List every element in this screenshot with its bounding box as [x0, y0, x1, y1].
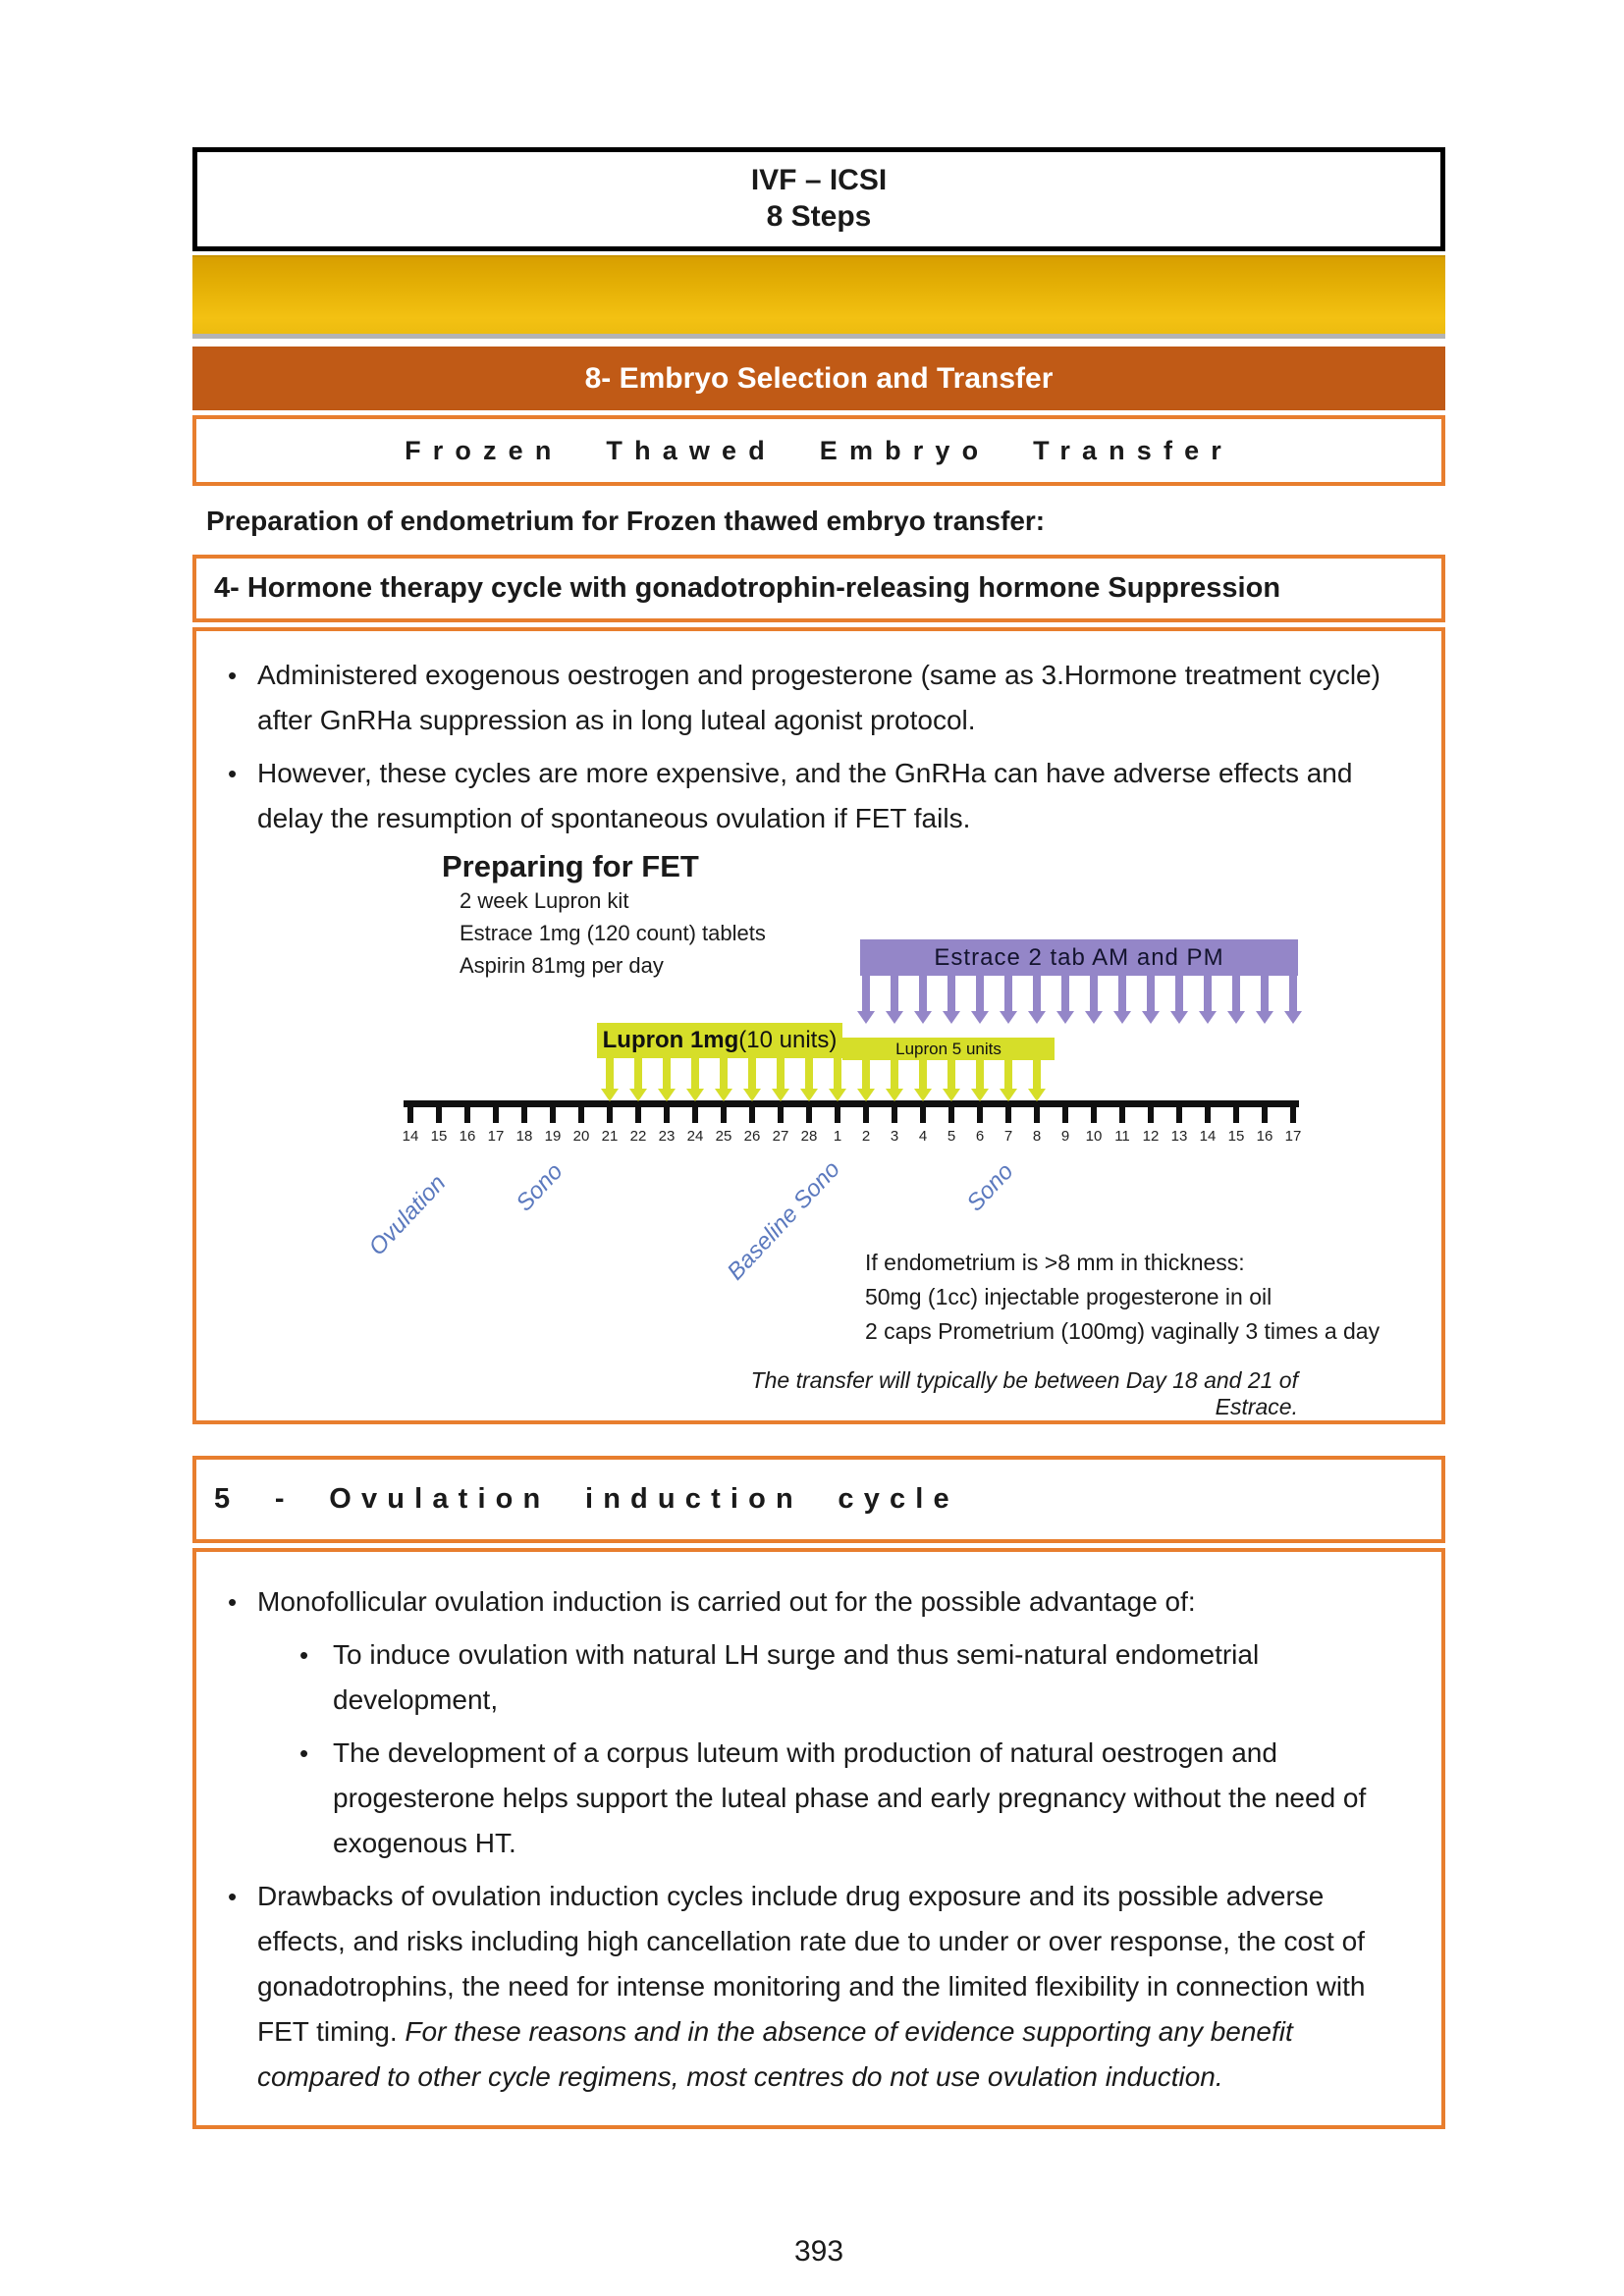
estrace-dose-arrow [1175, 976, 1183, 1011]
timeline-tick [721, 1100, 727, 1123]
lupron-dose-arrow [663, 1058, 671, 1089]
timeline-tick [1062, 1100, 1068, 1123]
timeline-day-label: 16 [1256, 1128, 1273, 1145]
timeline-tick [1205, 1100, 1211, 1123]
lupron-dose-arrow [891, 1058, 898, 1089]
bullet-item [196, 653, 1441, 743]
timeline-tick [920, 1100, 926, 1123]
lupron-dose-arrow [947, 1058, 955, 1089]
timeline-tick [664, 1100, 670, 1123]
sono-label-baseline-sono: Baseline Sono [722, 1155, 845, 1286]
section4-title-box [192, 555, 1445, 622]
timeline-tick [1290, 1100, 1296, 1123]
timeline-day-label: 8 [1032, 1128, 1042, 1145]
lupron-dose-arrow [834, 1058, 841, 1089]
timeline-day-label: 15 [430, 1128, 448, 1145]
fet-timeline-diagram [196, 849, 1441, 1419]
timeline-tick [436, 1100, 442, 1123]
sub-bullet-item [299, 1731, 1441, 1866]
timeline-day-label: 5 [947, 1128, 956, 1145]
timeline-axis [404, 1100, 1299, 1107]
sub-bullet-text: The development of a corpus luteum with production of natural oestrogen and progesterone helps support the luteal phase and early pregnancy without the need of exogenous HT. [333, 1737, 1367, 1858]
page-number: 393 [793, 2235, 844, 2268]
section4-title: 4- Hormone therapy cycle with gonadotrophin-releasing hormone Suppression [214, 572, 1281, 604]
bullet-text: Administered exogenous oestrogen and progesterone (same as 3.Hormone treatment cycle) after GnRHa suppression as in long luteal agonist protocol. [257, 660, 1380, 735]
timeline-day-label: 3 [890, 1128, 899, 1145]
lupron-dose-arrow [606, 1058, 614, 1089]
bullet-marker: • [228, 661, 238, 690]
subtitle-text: Frozen Thawed Embryo Transfer [405, 435, 1233, 465]
diagram-title: Preparing for FET [442, 849, 699, 883]
timeline-tick [578, 1100, 584, 1123]
timeline-day-label: 19 [544, 1128, 562, 1145]
sono-label-sono2: Sono [961, 1157, 1019, 1217]
bullet-item [196, 1874, 1441, 2100]
timeline-day-label: 1 [833, 1128, 842, 1145]
timeline-day-label: 6 [975, 1128, 985, 1145]
sono-label-sono1: Sono [511, 1157, 568, 1217]
bullet-marker: • [299, 1738, 309, 1768]
timeline-tick [948, 1100, 954, 1123]
timeline-day-label: 17 [487, 1128, 505, 1145]
bullet-marker: • [228, 1587, 238, 1617]
timeline-tick [635, 1100, 641, 1123]
bullet-item [196, 751, 1441, 841]
timeline-day-label: 15 [1227, 1128, 1245, 1145]
timeline-tick [692, 1100, 698, 1123]
estrace-dose-arrow [947, 976, 955, 1011]
estrace-dose-arrow [1204, 976, 1212, 1011]
endometrium-note-line: 2 caps Prometrium (100mg) vaginally 3 times a day [865, 1318, 1380, 1344]
estrace-dose-arrow [1147, 976, 1155, 1011]
timeline-tick [550, 1100, 556, 1123]
section5-title-box [192, 1456, 1445, 1543]
sub-bullet-text: To induce ovulation with natural LH surge and thus semi-natural endometrial development, [333, 1639, 1260, 1715]
timeline-day-label: 7 [1003, 1128, 1013, 1145]
estrace-dose-arrow [976, 976, 984, 1011]
timeline-tick [1005, 1100, 1011, 1123]
lupron-dose-arrow [919, 1058, 927, 1089]
timeline-tick [863, 1100, 869, 1123]
timeline-tick [1119, 1100, 1125, 1123]
timeline-day-label: 27 [772, 1128, 789, 1145]
bullet-text: Monofollicular ovulation induction is carried out for the possible advantage of: [257, 1586, 1196, 1617]
bullet-marker: • [228, 759, 238, 788]
timeline-tick [1091, 1100, 1097, 1123]
lupron-dose-arrow [805, 1058, 813, 1089]
lupron-dose-arrow [777, 1058, 785, 1089]
timeline-day-label: 23 [658, 1128, 676, 1145]
diagram-supply-line: Aspirin 81mg per day [460, 953, 664, 978]
timeline-tick [835, 1100, 840, 1123]
timeline-day-label: 9 [1060, 1128, 1070, 1145]
estrace-dose-arrow [1118, 976, 1126, 1011]
timeline-tick [977, 1100, 983, 1123]
timeline-day-label: 12 [1142, 1128, 1160, 1145]
gray-shadow-line [192, 334, 1445, 339]
timeline-day-label: 22 [629, 1128, 647, 1145]
timeline-tick [464, 1100, 470, 1123]
lupron-1mg-bar [597, 1023, 842, 1058]
subtitle-banner [192, 415, 1445, 486]
lupron-dose-arrow [862, 1058, 870, 1089]
estrace-bar: Estrace 2 tab AM and PM [860, 939, 1298, 976]
timeline-tick [1148, 1100, 1154, 1123]
timeline-tick [892, 1100, 897, 1123]
lupron-dose-arrow [1004, 1058, 1012, 1089]
drawbacks-italic: For these reasons and in the absence of evidence supporting any benefit compared to other cycle regimens, most centres do not use ovulation induction. [257, 2016, 1293, 2092]
diagram-supply-line: Estrace 1mg (120 count) tablets [460, 921, 766, 945]
timeline-day-label: 16 [459, 1128, 476, 1145]
lupron-1mg-label-bold: Lupron 1mg [602, 1027, 739, 1053]
bullet-marker: • [228, 1882, 238, 1911]
section5-title: 5 - Ovulation induction cycle [214, 1483, 959, 1515]
gold-divider-bar [192, 255, 1445, 334]
estrace-dose-arrow [1289, 976, 1297, 1011]
estrace-dose-arrow [891, 976, 898, 1011]
section5-content-box [192, 1548, 1445, 2129]
estrace-dose-arrow [1004, 976, 1012, 1011]
timeline-day-label: 24 [686, 1128, 704, 1145]
timeline-day-label: 28 [800, 1128, 818, 1145]
timeline-day-label: 2 [861, 1128, 871, 1145]
estrace-dose-arrow [862, 976, 870, 1011]
timeline-tick [1233, 1100, 1239, 1123]
timeline-day-label: 21 [601, 1128, 619, 1145]
estrace-dose-arrow [1061, 976, 1069, 1011]
lupron-dose-arrow [634, 1058, 642, 1089]
sono-label-ovulation: Ovulation [363, 1169, 452, 1261]
timeline-tick [407, 1100, 413, 1123]
sub-bullet-item [299, 1632, 1441, 1723]
timeline-day-label: 14 [1199, 1128, 1217, 1145]
endometrium-note-line: If endometrium is >8 mm in thickness: [865, 1250, 1245, 1275]
diagram-supply-line: 2 week Lupron kit [460, 888, 629, 913]
estrace-dose-arrow [1261, 976, 1269, 1011]
transfer-note: The transfer will typically be between Day 18 and 21 of Estrace. [750, 1367, 1298, 1419]
estrace-dose-arrow [1232, 976, 1240, 1011]
timeline-day-label: 20 [572, 1128, 590, 1145]
section-banner: 8- Embryo Selection and Transfer [192, 347, 1445, 410]
section4-content-box [192, 627, 1445, 1424]
timeline-day-label: 11 [1114, 1128, 1130, 1145]
timeline-tick [1034, 1100, 1040, 1123]
lupron-dose-arrow [691, 1058, 699, 1089]
timeline-day-label: 17 [1284, 1128, 1302, 1145]
timeline-tick [493, 1100, 499, 1123]
timeline-day-label: 26 [743, 1128, 761, 1145]
lupron-dose-arrow [720, 1058, 728, 1089]
estrace-dose-arrow [919, 976, 927, 1011]
timeline-day-label: 10 [1085, 1128, 1103, 1145]
timeline-tick [607, 1100, 613, 1123]
timeline-tick [1176, 1100, 1182, 1123]
endometrium-note-line: 50mg (1cc) injectable progesterone in oil [865, 1284, 1272, 1309]
bullet-marker: • [299, 1640, 309, 1670]
timeline-tick [749, 1100, 755, 1123]
timeline-day-label: 4 [918, 1128, 928, 1145]
timeline-day-label: 25 [715, 1128, 732, 1145]
lupron-1mg-label-rest: (10 units) [738, 1027, 838, 1053]
bullet-text: However, these cycles are more expensive, and the GnRHa can have adverse effects and delay the resumption of spontaneous ovulation if FET fails. [257, 758, 1353, 833]
lupron-dose-arrow [976, 1058, 984, 1089]
doc-title-line1: IVF – ICSI [750, 164, 888, 196]
doc-title-line2: 8 Steps [766, 200, 872, 233]
timeline-tick [806, 1100, 812, 1123]
timeline-tick [1262, 1100, 1268, 1123]
lupron-dose-arrow [748, 1058, 756, 1089]
timeline-tick [778, 1100, 784, 1123]
title-box [192, 147, 1445, 251]
lupron-dose-arrow [1033, 1058, 1041, 1089]
timeline-day-label: 14 [402, 1128, 419, 1145]
lupron-5units-bar: Lupron 5 units [842, 1038, 1055, 1060]
bullet-text [257, 1874, 1441, 2100]
timeline-day-label: 18 [515, 1128, 533, 1145]
timeline-day-label: 13 [1170, 1128, 1188, 1145]
bullet-item [196, 1579, 1441, 1625]
estrace-dose-arrow [1090, 976, 1098, 1011]
timeline-tick [521, 1100, 527, 1123]
intro-heading: Preparation of endometrium for Frozen thawed embryo transfer: [206, 506, 1046, 536]
estrace-dose-arrow [1033, 976, 1041, 1011]
drawbacks-normal: Drawbacks of ovulation induction cycles include drug exposure and its possible adverse effects, and risks including high cancellation rate due to under or over response, the cost of gonadotrophins, the need for intense monitoring and the limited flexibility in connection with FET timing. [257, 1881, 1366, 2047]
